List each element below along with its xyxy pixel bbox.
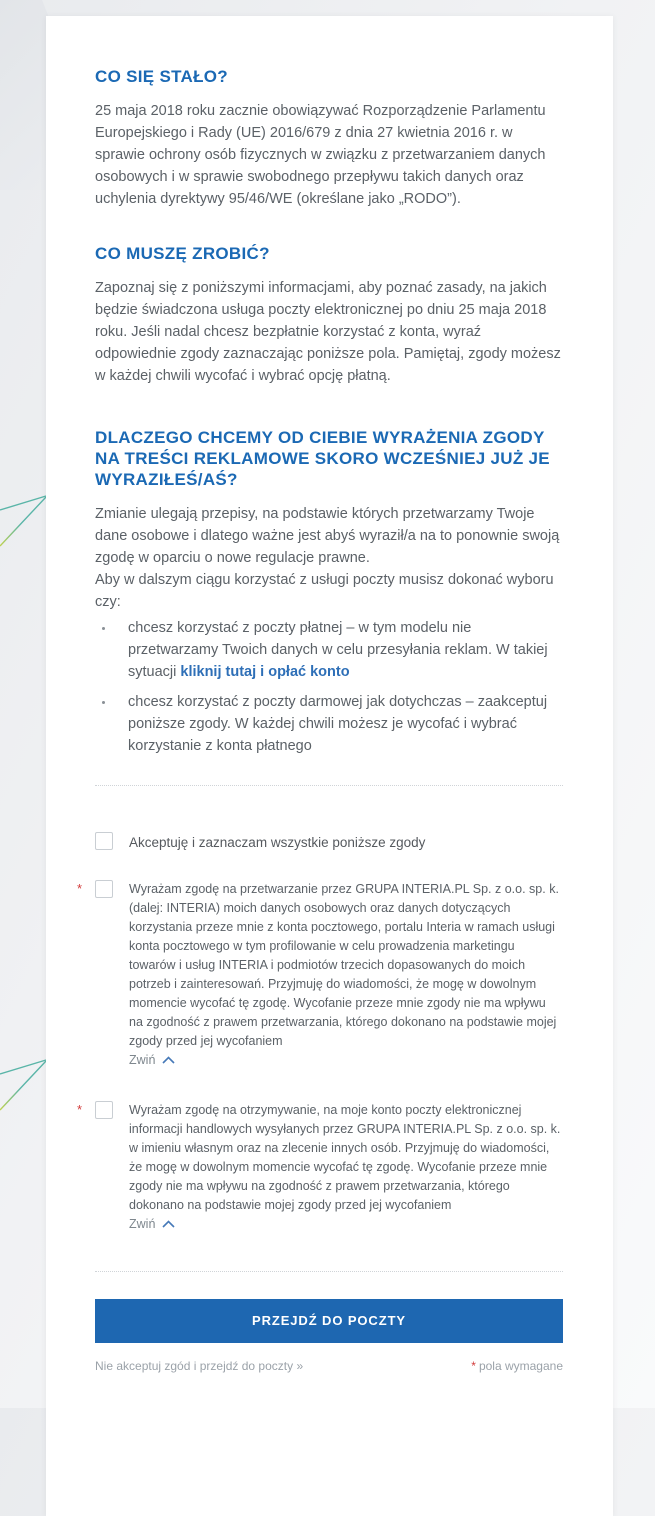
consent-processing-checkbox[interactable] (95, 880, 113, 898)
accept-all-row (95, 832, 563, 852)
chevron-up-icon (162, 1220, 175, 1228)
go-to-mail-button[interactable]: PRZEJDŹ DO POCZTY (95, 1299, 563, 1343)
pay-account-link[interactable]: kliknij tutaj i opłać konto (180, 664, 350, 680)
list-item-text (128, 617, 563, 683)
collapse-link[interactable] (129, 1053, 175, 1067)
consent-text: Wyrażam zgodę na otrzymywanie, na moje konto poczty elektronicznej informacji handlowych wysyłanych przez GRUPA INTERIA.PL Sp. z o.o. sp. k. w imieniu własnym oraz na zlecenie innych osób. Przyjmuję do wiadomości, że mogę w dowolnym momencie wycofać tę zgodę. Wycofanie przeze mnie zgody nie ma wpływu na zgodność z prawem przetwarzania, którego dokonano na podstawie mojej zgody przed jej wycofaniem (129, 1103, 561, 1212)
accept-all-label: Akceptuję i zaznaczam wszystkie poniższe zgody (129, 835, 426, 850)
consent-body (129, 1101, 563, 1233)
skip-consents-link[interactable]: Nie akceptuj zgód i przejdź do poczty » (95, 1359, 304, 1373)
section-title: DLACZEGO CHCEMY OD CIEBIE WYRAŻENIA ZGODY NA TREŚCI REKLAMOWE SKORO WCZEŚNIEJ JUŻ JE WYRAZIŁEŚ/AŚ? (95, 428, 550, 489)
consent-commercial-checkbox[interactable] (95, 1101, 113, 1119)
bullet-icon (102, 627, 105, 630)
collapse-label: Zwiń (129, 1053, 156, 1067)
section-what-to-do (95, 243, 563, 387)
consent-text: Wyrażam zgodę na przetwarzanie przez GRUPA INTERIA.PL Sp. z o.o. sp. k. (dalej: INTERIA) moich danych osobowych oraz danych dotyczących korzystania przeze mnie z konta pocztowego, portalu Interia w ramach usługi konta pocztowego w tym profilowanie w celu prowadzenia marketingu towarów i usług INTERIA i podmiotów trzecich dopasowanych do moich potrzeb i zainteresowań. Przyjmuję do wiadomości, że mogę w dowolnym momencie wycofać tę zgodę. Wycofanie przeze mnie zgody nie ma wpływu na zgodność z prawem przetwarzania, którego dokonano na podstawie mojej zgody przed jej wycofaniem (129, 882, 559, 1048)
section-body: 25 maja 2018 roku zacznie obowiązywać Rozporządzenie Parlamentu Europejskiego i Rady (UE) 2016/679 z dnia 27 kwietnia 2016 r. w sprawie ochrony osób fizycznych w związku z przetwarzaniem danych osobowych i w sprawie swobodnego przepływu takich danych oraz uchylenia dyrektywy 95/46/WE (określane jako „RODO”). (95, 103, 546, 207)
bullet-icon (102, 701, 105, 704)
collapse-label: Zwiń (129, 1217, 156, 1231)
required-note-text: pola wymagane (478, 1359, 563, 1373)
choice-list (95, 617, 563, 757)
section-title: CO SIĘ STAŁO? (95, 67, 228, 86)
section-what-happened (95, 66, 563, 210)
required-fields-note (471, 1359, 563, 1373)
section-body: Zapoznaj się z poniższymi informacjami, aby poznać zasady, na jakich będzie świadczona usługa poczty elektronicznej po dniu 25 maja 2018 roku. Jeśli nadal chcesz bezpłatnie korzystać z konta, wyraź odpowiednie zgody zaznaczając poniższe pola. Pamiętaj, zgody możesz w każdej chwili wycofać i wybrać opcję płatną. (95, 280, 561, 384)
bottom-row (95, 1359, 563, 1373)
list-item-paid-mail (95, 617, 563, 683)
accept-all-checkbox[interactable] (95, 832, 113, 850)
list-item-text: chcesz korzystać z poczty darmowej jak dotychczas – zaakceptuj poniższe zgody. W każdej chwili możesz je wycofać i wybrać korzystanie z konta płatnego (128, 694, 548, 754)
consent-row-commercial-info (77, 1101, 563, 1233)
required-asterisk: * (77, 881, 83, 896)
required-asterisk: * (77, 1102, 83, 1117)
consent-body (129, 880, 563, 1069)
section-body: Aby w dalszym ciągu korzystać z usługi poczty musisz dokonać wyboru czy: (95, 572, 554, 610)
dotted-divider (95, 785, 563, 786)
section-title: CO MUSZĘ ZROBIĆ? (95, 244, 270, 263)
dotted-divider (95, 1271, 563, 1272)
section-why-consent (95, 427, 563, 757)
required-asterisk: * (471, 1359, 476, 1373)
chevron-up-icon (162, 1056, 175, 1064)
list-item-text: chcesz korzystać z poczty płatnej – w tym modelu nie przetwarzamy Twoich danych w celu przesyłania reklam. W takiej sytuacji (128, 620, 548, 680)
collapse-link[interactable] (129, 1217, 175, 1231)
section-body: Zmianie ulegają przepisy, na podstawie których przetwarzamy Twoje dane osobowe i dlatego ważne jest abyś wyraził/a na to ponownie swoją zgodę w oparciu o nowe regulacje prawne. (95, 506, 560, 566)
consent-card (46, 16, 613, 1516)
consent-row-processing (77, 880, 563, 1069)
list-item-free-mail (95, 691, 563, 757)
